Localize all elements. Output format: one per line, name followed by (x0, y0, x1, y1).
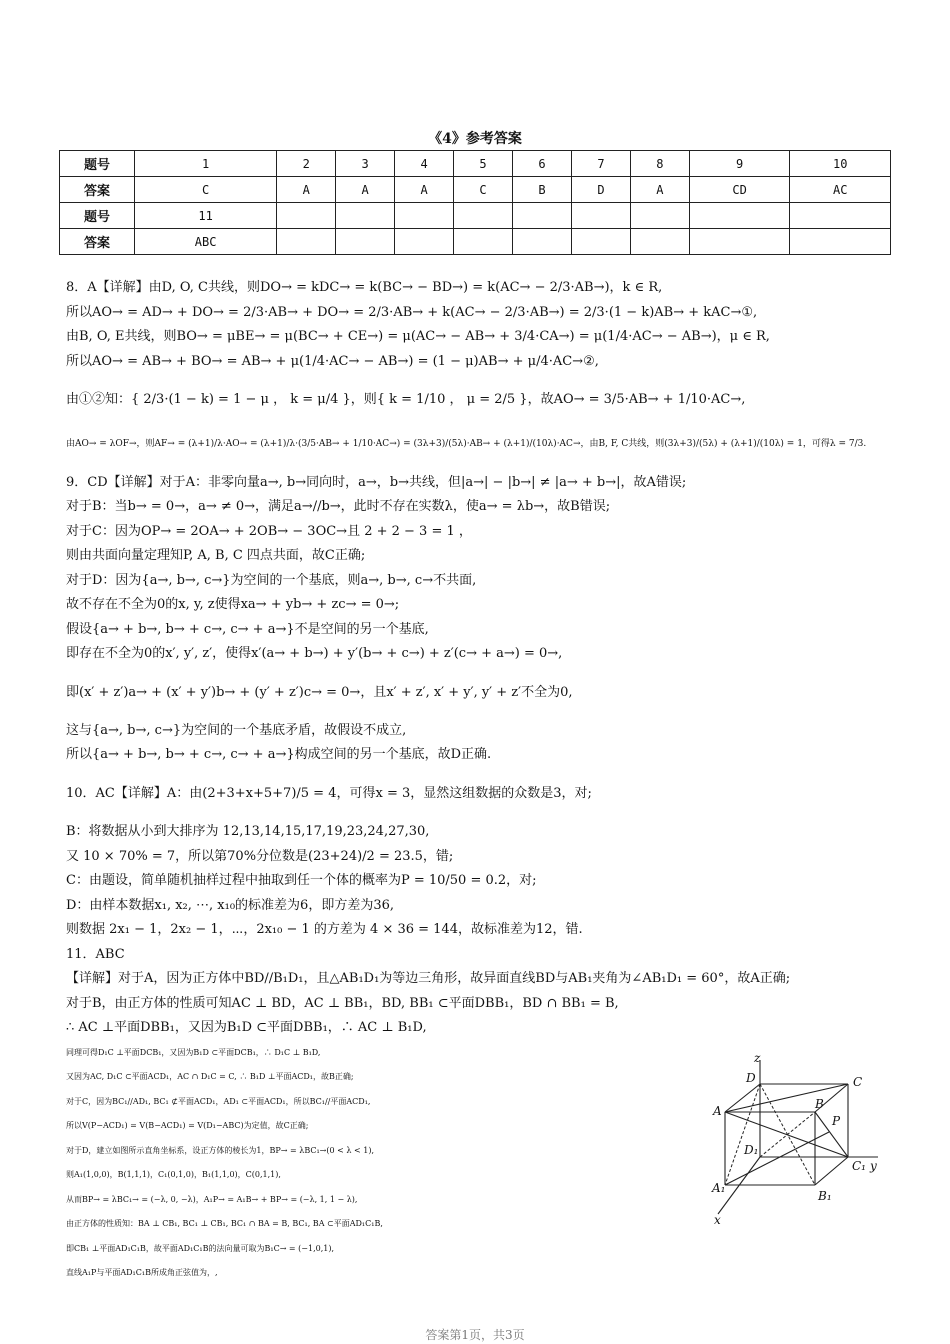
label-b1: B₁ (818, 1189, 832, 1203)
table-cell (513, 229, 572, 255)
table-cell: 9 (689, 151, 790, 177)
table-cell (395, 229, 454, 255)
solution-line: 对于C，因为BC₁//AD₁, BC₁ ⊄平面ACD₁，AD₁ ⊂平面ACD₁，所以BC₁//平面ACD₁, (66, 1096, 371, 1106)
table-header-cell: 题号 (60, 203, 135, 229)
solution-line: 9．CD【详解】对于A：非零向量a→, b→同向时，a→，b→共线，但|a→| − |b→| ≠ |a→ + b→|，故A错误; (66, 474, 687, 490)
table-cell: A (277, 177, 336, 203)
table-row (60, 177, 891, 203)
table-row (60, 229, 891, 255)
answer-title: 《4》参考答案 (428, 131, 522, 147)
table-cell: 5 (454, 151, 513, 177)
table-cell: AC (790, 177, 891, 203)
table-cell (790, 229, 891, 255)
solution-line: 又因为AC, D₁C ⊂平面ACD₁，AC ∩ D₁C = C, ∴ B₁D ⊥平面ACD₁，故B正确; (66, 1072, 354, 1081)
solution-line: D：由样本数据x₁, x₂, ⋯, x₁₀的标准差为6，即方差为36, (66, 897, 395, 913)
cube-figure (710, 1052, 885, 1232)
table-cell (513, 203, 572, 229)
solution-line: 故不存在不全为0的x, y, z使得xa→ + yb→ + zc→ = 0→; (66, 597, 400, 612)
table-cell (336, 229, 395, 255)
table-cell (571, 229, 630, 255)
table-cell: 4 (395, 151, 454, 177)
solution-line: 对于B：当b→ = 0→，a→ ≠ 0→，满足a→//b→，此时不存在实数λ，使a→ = λb→，故B错误; (66, 499, 611, 514)
table-cell: C (135, 177, 277, 203)
solution-line: 对于D，建立如图所示直角坐标系，设正方体的棱长为1，BP→ = λBC₁→(0 < λ < 1), (66, 1145, 374, 1155)
label-z: z (754, 1052, 761, 1065)
solution-line: 由AO→ = λOF→，则AF→ = (λ+1)/λ·AO→ = (λ+1)/λ·(3/5·AB→ + 1/10·AC→) = (3λ+3)/(5λ)·AB→ + (λ+1)/(10λ)·AC→，由B, F, C共线，则(3λ+3)/(5λ) + (λ+1)/(10λ) = 1，可得λ = 7/3. (66, 439, 867, 449)
solution-line: 所以V(P−ACD₁) = V(B−ACD₁) = V(D₁−ABC)为定值，故C正确; (66, 1121, 309, 1130)
label-x: x (714, 1213, 721, 1227)
solution-line: 10．AC【详解】A：由(2+3+x+5+7)/5 = 4，可得x = 3，显然这组数据的众数是3，对; (66, 785, 592, 801)
table-cell (630, 229, 689, 255)
solution-line: 所以AO→ = AB→ + BO→ = AB→ + μ(1/4·AC→ − AB→) = (1 − μ)AB→ + μ/4·AC→②, (66, 353, 599, 369)
solution-line: 又 10 × 70% = 7，所以第70%分位数是(23+24)/2 = 23.5，错; (66, 848, 454, 864)
solution-line: 所以{a→ + b→, b→ + c→, c→ + a→}构成空间的另一个基底，故D正确. (66, 747, 492, 762)
table-cell: 1 (135, 151, 277, 177)
table-cell (689, 229, 790, 255)
solution-line: 【详解】对于A，因为正方体中BD//B₁D₁，且△AB₁D₁为等边三角形，故异面直线BD与AB₁夹角为∠AB₁D₁ = 60°，故A正确; (66, 971, 791, 986)
table-row (60, 151, 891, 177)
solution-line: 即CB₁ ⊥平面AD₁C₁B，故平面AD₁C₁B的法向量可取为B₁C→ = (−1,0,1), (66, 1243, 335, 1253)
solution-line: 由①②知：{ 2/3·(1 − k) = 1 − μ ， k = μ/4 }，则{ k = 1/10 ， μ = 2/5 }，故AO→ = 3/5·AB→ + 1/10·AC→, (66, 392, 746, 407)
table-cell: C (454, 177, 513, 203)
solution-line: 则A₁(1,0,0)，B(1,1,1)，C₁(0,1,0)，B₁(1,1,0)，C(0,1,1), (66, 1170, 281, 1179)
solution-line: 8．A【详解】由D, O, C共线，则DO→ = kDC→ = k(BC→ − BD→) = k(AC→ − 2/3·AB→)，k ∈ R, (66, 280, 663, 295)
table-cell: A (336, 177, 395, 203)
table-cell (630, 203, 689, 229)
label-a: A (713, 1104, 722, 1118)
solution-line: 对于B，由正方体的性质可知AC ⊥ BD，AC ⊥ BB₁，BD, BB₁ ⊂平面DBB₁，BD ∩ BB₁ = B, (66, 995, 619, 1011)
solution-line: 11．ABC (66, 946, 125, 962)
label-p: P (832, 1114, 841, 1128)
solution-line: 这与{a→, b→, c→}为空间的一个基底矛盾，故假设不成立, (66, 722, 407, 738)
solution-line: 即存在不全为0的x′, y′, z′，使得x′(a→ + b→) + y′(b→ + c→) + z′(c→ + a→) = 0→, (66, 646, 563, 661)
table-cell (277, 229, 336, 255)
solution-line: 对于C：因为OP→ = 2OA→ + 2OB→ − 3OC→且 2 + 2 − 3 = 1 ， (66, 523, 472, 539)
table-cell: ABC (135, 229, 277, 255)
page-footer: 答案第1页，共3页 (425, 1328, 525, 1342)
label-c: C (853, 1075, 863, 1089)
table-cell: 3 (336, 151, 395, 177)
label-b: B (815, 1097, 824, 1111)
table-cell: CD (689, 177, 790, 203)
solution-line: C：由题设，简单随机抽样过程中抽取到任一个体的概率为P = 10/50 = 0.2，对; (66, 873, 537, 888)
solution-line: 从而BP→ = λBC₁→ = (−λ, 0, −λ)，A₁P→ = A₁B→ + BP→ = (−λ, 1, 1 − λ), (66, 1194, 358, 1204)
table-cell: A (630, 177, 689, 203)
table-cell: 11 (135, 203, 277, 229)
solution-line: 对于D：因为{a→, b→, c→}为空间的一个基底，则a→, b→, c→不共面, (66, 572, 477, 588)
label-c1: C₁ (852, 1159, 866, 1173)
solution-line: 由正方体的性质知：BA ⊥ CB₁, BC₁ ⊥ CB₁, BC₁ ∩ BA = B, BC₁, BA ⊂平面AD₁C₁B, (66, 1219, 383, 1228)
solution-line: 即(x′ + z′)a→ + (x′ + y′)b→ + (y′ + z′)c→ = 0→，且x′ + z′, x′ + y′, y′ + z′不全为0, (66, 684, 573, 700)
table-cell (395, 203, 454, 229)
table-cell: 2 (277, 151, 336, 177)
solution-line: B：将数据从小到大排序为 12,13,14,15,17,19,23,24,27,30, (66, 824, 430, 839)
label-y: y (870, 1159, 877, 1173)
answer-table (59, 150, 891, 255)
solution-line: 同理可得D₁C ⊥平面DCB₁，又因为B₁D ⊂平面DCB₁，∴ D₁C ⊥ B₁D, (66, 1047, 321, 1057)
table-header-cell: 题号 (60, 151, 135, 177)
table-cell (336, 203, 395, 229)
label-a1: A₁ (712, 1181, 726, 1195)
table-cell (571, 203, 630, 229)
solution-line: 直线A₁P与平面AD₁C₁B所成角正弦值为，, (66, 1268, 218, 1277)
table-cell (454, 203, 513, 229)
table-cell (790, 203, 891, 229)
table-cell: 6 (513, 151, 572, 177)
solution-line: 假设{a→ + b→, b→ + c→, c→ + a→}不是空间的另一个基底, (66, 621, 429, 637)
table-cell (277, 203, 336, 229)
label-d1: D₁ (744, 1143, 759, 1157)
table-cell: 10 (790, 151, 891, 177)
solution-line: 所以AO→ = AD→ + DO→ = 2/3·AB→ + DO→ = 2/3·AB→ + k(AC→ − 2/3·AB→) = 2/3·(1 − k)AB→ + kAC→①, (66, 304, 758, 320)
solution-line: 则由共面向量定理知P, A, B, C 四点共面，故C正确; (66, 548, 366, 563)
table-header-cell: 答案 (60, 177, 135, 203)
table-cell (689, 203, 790, 229)
table-cell: A (395, 177, 454, 203)
table-cell: B (513, 177, 572, 203)
table-cell: D (571, 177, 630, 203)
table-row (60, 203, 891, 229)
table-cell (454, 229, 513, 255)
table-cell: 7 (571, 151, 630, 177)
table-cell: 8 (630, 151, 689, 177)
label-d: D (746, 1071, 756, 1085)
solution-line: 则数据 2x₁ − 1，2x₂ − 1，⋯，2x₁₀ − 1 的方差为 4 × 36 = 144，故标准差为12，错. (66, 922, 583, 937)
solution-line: ∴ AC ⊥平面DBB₁，又因为B₁D ⊂平面DBB₁，∴ AC ⊥ B₁D, (66, 1020, 427, 1035)
table-header-cell: 答案 (60, 229, 135, 255)
solution-line: 由B, O, E共线，则BO→ = μBE→ = μ(BC→ + CE→) = μ(AC→ − AB→ + 3/4·CA→) = μ(1/4·AC→ − AB→)，μ ∈ R, (66, 329, 770, 344)
